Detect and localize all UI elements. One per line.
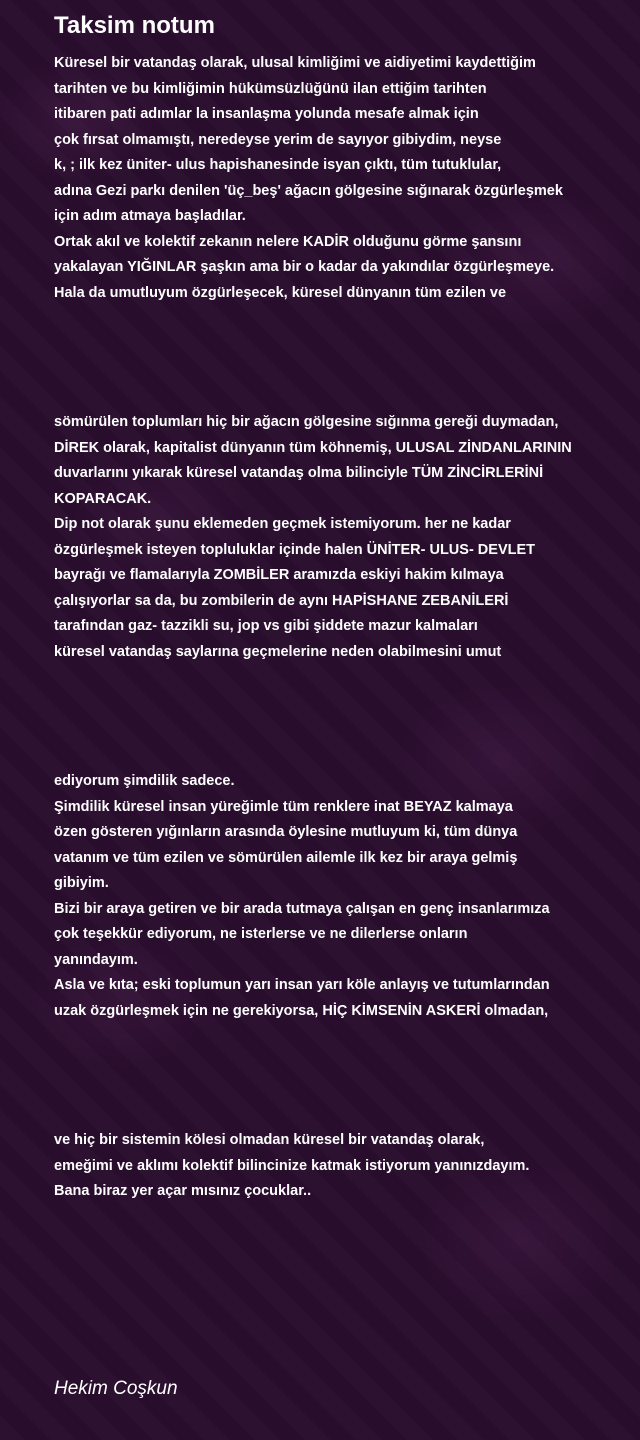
poem-line: adına Gezi parkı denilen 'üç_beş' ağacın gölgesine sığınarak özgürleşmek xyxy=(54,182,563,199)
poem-stanza xyxy=(54,769,634,1024)
poem-line: özen gösteren yığınların arasında öylesine mutluyum ki, tüm dünya xyxy=(54,824,518,840)
poem-line: Hala da umutluyum özgürleşecek, küresel dünyanın tüm ezilen ve xyxy=(54,284,507,301)
poem-line: k, ; ilk kez üniter- ulus hapishanesinde isyan çıktı, tüm tutuklular, xyxy=(54,157,502,173)
poem-line: tarafından gaz- tazzikli su, jop vs gibi şiddete mazur kalmaları xyxy=(54,618,478,634)
poem-line: küresel vatandaş saylarına geçmelerine neden olabilmesini umut xyxy=(54,643,502,660)
poem-line: sömürülen toplumları hiç bir ağacın gölgesine sığınma gereği duymadan, xyxy=(54,414,559,430)
poem-author: Hekim Coşkun xyxy=(54,1378,178,1399)
poem-line: Bizi bir araya getiren ve bir arada tutmaya çalışan en genç insanlarımıza xyxy=(54,900,550,917)
poem-line: gibiyim. xyxy=(54,875,109,891)
poem-line: Asla ve kıta; eski toplumun yarı insan yarı köle anlayış ve tutumlarından xyxy=(54,977,550,993)
poem-line: yanındayım. xyxy=(54,951,138,968)
poem-line: vatanım ve tüm ezilen ve sömürülen ailemle ilk kez bir araya gelmiş xyxy=(54,849,518,866)
poem-line: çok teşekkür ediyorum, ne isterlerse ve ne dilerlerse onların xyxy=(54,926,468,942)
poem-line: uzak özgürleşmek için ne gerekiyorsa, HİÇ KİMSENİN ASKERİ olmadan, xyxy=(54,1002,549,1019)
poem-title: Taksim notum xyxy=(54,12,215,39)
poem-line: DİREK olarak, kapitalist dünyanın tüm köhnemiş, ULUSAL ZİNDANLARININ xyxy=(54,439,572,456)
poem-stanza xyxy=(54,410,634,665)
poem-line: tarihten ve bu kimliğimin hükümsüzlüğünü ilan ettiğim tarihten xyxy=(54,80,487,97)
poem-line: KOPARACAK. xyxy=(54,490,152,507)
poem-line: yakalayan YIĞINLAR şaşkın ama bir o kadar da yakındılar özgürleşmeye. xyxy=(54,259,555,275)
poem-line: Ortak akıl ve kolektif zekanın nelere KADİR olduğunu görme şansını xyxy=(54,233,522,250)
poem-line: özgürleşmek isteyen topluluklar içinde halen ÜNİTER- ULUS- DEVLET xyxy=(54,541,535,558)
poem-line: çok fırsat olmamıştı, neredeyse yerim de sayıyor gibiydim, neyse xyxy=(54,131,502,148)
poem-line: itibaren pati adımlar la insanlaşma yolunda mesafe almak için xyxy=(54,106,479,122)
poem-line: emeğimi ve aklımı kolektif bilincinize katmak istiyorum yanınızdayım. xyxy=(54,1157,530,1174)
poem-line: ediyorum şimdilik sadece. xyxy=(54,773,235,789)
poem-line: duvarlarını yıkarak küresel vatandaş olma bilinciyle TÜM ZİNCİRLERİNİ xyxy=(54,465,544,481)
poem-stanza xyxy=(54,51,634,306)
poem-line: Küresel bir vatandaş olarak, ulusal kimliğimi ve aidiyetimi kaydettiğim xyxy=(54,55,536,71)
poem-line: bayrağı ve flamalarıyla ZOMBİLER aramızda eskiyi hakim kılmaya xyxy=(54,567,504,583)
poem-line: Dip not olarak şunu eklemeden geçmek istemiyorum. her ne kadar xyxy=(54,516,511,532)
poem-line: için adım atmaya başladılar. xyxy=(54,208,246,224)
poem-stanza xyxy=(54,1128,634,1205)
poem-line: Şimdilik küresel insan yüreğimle tüm renklere inat BEYAZ kalmaya xyxy=(54,798,513,815)
poem-line: Bana biraz yer açar mısınız çocuklar.. xyxy=(54,1183,312,1199)
poem-line: ve hiç bir sistemin kölesi olmadan küresel bir vatandaş olarak, xyxy=(54,1132,485,1148)
poem-line: çalışıyorlar sa da, bu zombilerin de aynı HAPİSHANE ZEBANİLERİ xyxy=(54,592,509,609)
